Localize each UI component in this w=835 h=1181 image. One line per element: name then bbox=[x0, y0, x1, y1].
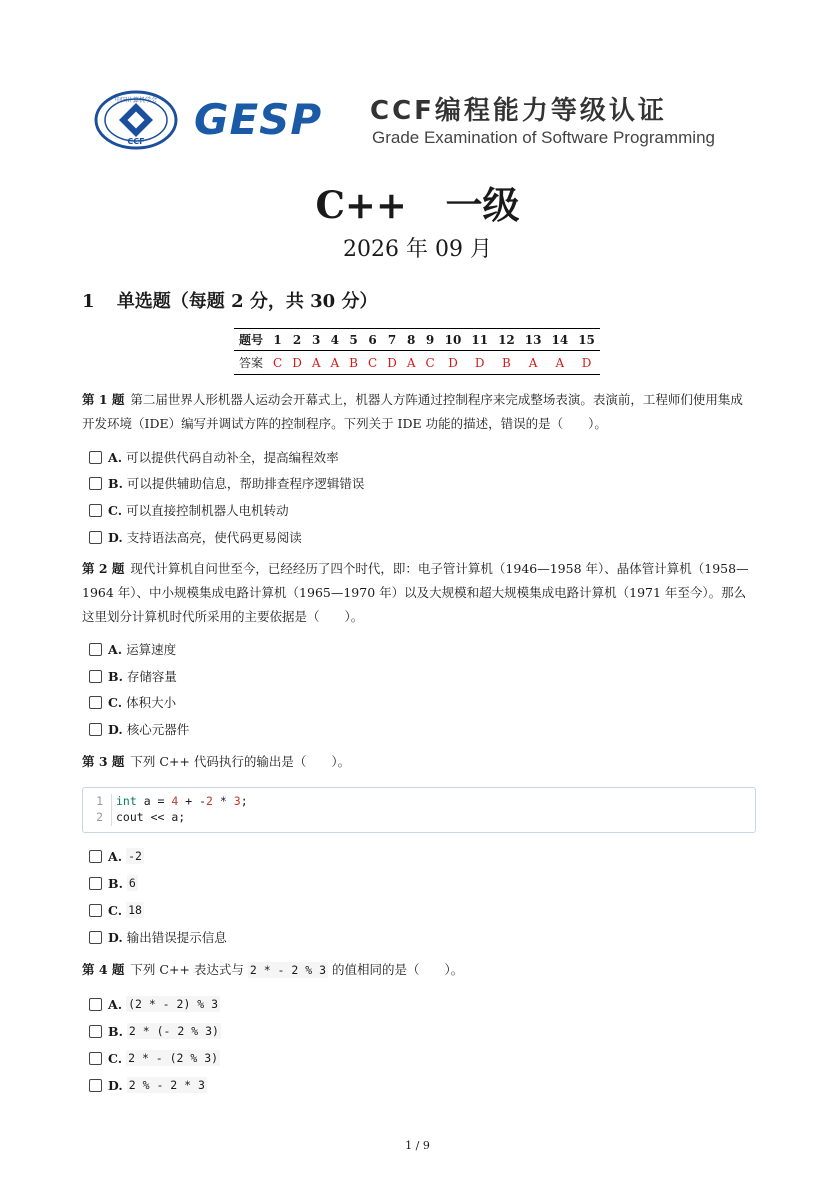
exam-header bbox=[94, 86, 744, 156]
checkbox-icon[interactable] bbox=[89, 998, 102, 1011]
q2-option-d[interactable] bbox=[89, 720, 189, 738]
svg-text:CCF: CCF bbox=[127, 137, 145, 146]
option-label: D. bbox=[108, 529, 123, 545]
option-text: 运算速度 bbox=[126, 642, 177, 657]
option-text: 体积大小 bbox=[126, 695, 177, 710]
option-text: 支持语法高亮，使代码更易阅读 bbox=[126, 530, 302, 545]
checkbox-icon[interactable] bbox=[89, 850, 102, 863]
question-2 bbox=[82, 557, 754, 629]
answer-table-value: D bbox=[466, 351, 493, 375]
line-number: 1 bbox=[96, 794, 103, 808]
answer-table-number: 7 bbox=[382, 329, 402, 351]
q4-option-b[interactable] bbox=[89, 1022, 221, 1040]
q4-option-a[interactable] bbox=[89, 995, 220, 1013]
option-text: 核心元器件 bbox=[126, 722, 190, 737]
answer-table-number: 5 bbox=[344, 329, 363, 351]
answer-table-value: D bbox=[440, 351, 467, 375]
answer-table-number: 15 bbox=[573, 329, 600, 351]
option-label: B. bbox=[108, 668, 123, 684]
answer-table-value: A bbox=[546, 351, 573, 375]
answer-table-value: B bbox=[344, 351, 363, 375]
header-title-cn: CCF编程能力等级认证 bbox=[370, 96, 667, 126]
q1-option-a[interactable] bbox=[89, 448, 339, 466]
answer-table-number: 10 bbox=[440, 329, 467, 351]
option-label: A. bbox=[108, 449, 123, 465]
q3-option-d[interactable] bbox=[89, 928, 227, 946]
checkbox-icon[interactable] bbox=[89, 451, 102, 464]
checkbox-icon[interactable] bbox=[89, 1025, 102, 1038]
code-line bbox=[83, 810, 185, 826]
option-text: 可以提供辅助信息，帮助排查程序逻辑错误 bbox=[126, 476, 365, 491]
option-code: 2 * - (2 % 3) bbox=[128, 1051, 219, 1065]
q1-option-c[interactable] bbox=[89, 501, 289, 519]
answer-table-header-label: 题号 bbox=[234, 329, 268, 351]
q4-option-d[interactable] bbox=[89, 1076, 207, 1094]
option-label: C. bbox=[108, 694, 123, 710]
option-label: B. bbox=[108, 475, 123, 491]
question-text-end: 的值相同的是（ ）。 bbox=[332, 962, 464, 977]
q2-option-b[interactable] bbox=[89, 667, 177, 685]
answer-table-value: C bbox=[268, 351, 287, 375]
answer-table-number: 4 bbox=[326, 329, 345, 351]
question-text: 第二届世界人形机器人运动会开幕式上，机器人方阵通过控制程序来完成整场表演。表演前，工程师们使用集成开发环境（IDE）编写并调试方阵的控制程序。下列关于 IDE 功能的描述，错误的是（ ）。 bbox=[82, 392, 743, 431]
answer-table-value: A bbox=[402, 351, 421, 375]
question-number: 第 1 题 bbox=[82, 392, 125, 407]
option-label: A. bbox=[108, 996, 123, 1012]
q1-option-d[interactable] bbox=[89, 528, 302, 546]
answer-table-number: 6 bbox=[363, 329, 382, 351]
answer-table-number: 14 bbox=[546, 329, 573, 351]
answer-table-value: A bbox=[307, 351, 326, 375]
code-text: cout << a; bbox=[111, 810, 185, 826]
answer-table-value: D bbox=[573, 351, 600, 375]
question-1 bbox=[82, 388, 754, 436]
answer-table-number: 12 bbox=[493, 329, 520, 351]
option-label: C. bbox=[108, 1050, 123, 1066]
checkbox-icon[interactable] bbox=[89, 723, 102, 736]
exam-date: 2026 年 09 月 bbox=[343, 237, 492, 262]
question-number: 第 3 题 bbox=[82, 754, 125, 769]
section-number: 1 bbox=[82, 291, 95, 312]
ccf-logo-icon bbox=[94, 90, 178, 150]
q3-option-b[interactable] bbox=[89, 874, 138, 892]
answer-table bbox=[234, 328, 600, 375]
q3-option-c[interactable] bbox=[89, 901, 144, 919]
option-label: C. bbox=[108, 502, 123, 518]
option-code: -2 bbox=[128, 849, 142, 863]
question-4 bbox=[82, 958, 754, 982]
header-title-en: Grade Examination of Software Programming bbox=[372, 128, 715, 147]
option-text: 可以提供代码自动补全，提高编程效率 bbox=[126, 450, 339, 465]
option-label: D. bbox=[108, 1077, 123, 1093]
section-heading bbox=[82, 287, 377, 313]
checkbox-icon[interactable] bbox=[89, 670, 102, 683]
answer-table-number: 2 bbox=[287, 329, 307, 351]
answer-table-value: A bbox=[326, 351, 345, 375]
svg-text:中国计算机学会: 中国计算机学会 bbox=[114, 97, 158, 104]
question-text: 下列 C++ 代码执行的输出是（ ）。 bbox=[130, 754, 351, 769]
checkbox-icon[interactable] bbox=[89, 904, 102, 917]
option-code: 18 bbox=[128, 903, 142, 917]
option-text: 可以直接控制机器人电机转动 bbox=[126, 503, 289, 518]
option-code: 2 * (- 2 % 3) bbox=[128, 1024, 219, 1038]
question-text: 下列 C++ 表达式与 bbox=[130, 962, 244, 977]
answer-table-value: A bbox=[520, 351, 547, 375]
checkbox-icon[interactable] bbox=[89, 1079, 102, 1092]
option-code: (2 * - 2) % 3 bbox=[128, 997, 219, 1011]
checkbox-icon[interactable] bbox=[89, 477, 102, 490]
option-label: A. bbox=[108, 848, 123, 864]
option-label: A. bbox=[108, 641, 123, 657]
checkbox-icon[interactable] bbox=[89, 643, 102, 656]
code-line bbox=[83, 794, 248, 810]
answer-table-value: C bbox=[420, 351, 439, 375]
answer-table-value: D bbox=[382, 351, 402, 375]
answer-table-number: 1 bbox=[268, 329, 287, 351]
checkbox-icon[interactable] bbox=[89, 877, 102, 890]
q2-option-c[interactable] bbox=[89, 693, 176, 711]
option-label: D. bbox=[108, 929, 123, 945]
exam-title: C++ 一级 bbox=[315, 183, 520, 227]
option-label: C. bbox=[108, 902, 123, 918]
answer-table-value: B bbox=[493, 351, 520, 375]
option-code: 6 bbox=[128, 876, 136, 890]
option-label: B. bbox=[108, 875, 123, 891]
line-number: 2 bbox=[96, 810, 103, 824]
answer-table-number: 8 bbox=[402, 329, 421, 351]
option-code: 2 % - 2 * 3 bbox=[128, 1078, 205, 1092]
question-expression: 2 * - 2 % 3 bbox=[249, 963, 327, 977]
answer-table-number: 11 bbox=[466, 329, 493, 351]
code-text: int a = 4 + -2 * 3; bbox=[111, 794, 248, 810]
answer-table-value: D bbox=[287, 351, 307, 375]
question-text: 现代计算机自问世至今，已经经历了四个时代，即：电子管计算机（1946—1958 年）、晶体管计算机（1958—1964 年）、中小规模集成电路计算机（1965—1970 年）以及大规模和超大规模集成电路计算机（1971 年至今）。那么这里划分计算机时代所采用的主要依据是（ ）。 bbox=[82, 561, 749, 624]
option-label: D. bbox=[108, 721, 123, 737]
checkbox-icon[interactable] bbox=[89, 696, 102, 709]
q4-option-c[interactable] bbox=[89, 1049, 220, 1067]
gesp-logo: GESP bbox=[194, 95, 323, 144]
option-text: 存储容量 bbox=[126, 669, 177, 684]
question-number: 第 4 题 bbox=[82, 962, 125, 977]
q1-option-b[interactable] bbox=[89, 474, 364, 492]
checkbox-icon[interactable] bbox=[89, 931, 102, 944]
checkbox-icon[interactable] bbox=[89, 504, 102, 517]
question-number: 第 2 题 bbox=[82, 561, 125, 576]
answer-table-number: 13 bbox=[520, 329, 547, 351]
question-3 bbox=[82, 750, 754, 774]
option-text: 输出错误提示信息 bbox=[126, 930, 227, 945]
section-title: 单选题（每题 2 分，共 30 分） bbox=[116, 291, 378, 312]
answer-table-number: 9 bbox=[420, 329, 439, 351]
answer-table-value: C bbox=[363, 351, 382, 375]
code-block bbox=[82, 787, 756, 833]
option-label: B. bbox=[108, 1023, 123, 1039]
answer-table-number: 3 bbox=[307, 329, 326, 351]
q2-option-a[interactable] bbox=[89, 640, 176, 658]
checkbox-icon[interactable] bbox=[89, 1052, 102, 1065]
q3-option-a[interactable] bbox=[89, 847, 144, 865]
checkbox-icon[interactable] bbox=[89, 531, 102, 544]
page-number: 1 / 9 bbox=[405, 1139, 430, 1152]
answer-table-answer-label: 答案 bbox=[234, 351, 268, 375]
